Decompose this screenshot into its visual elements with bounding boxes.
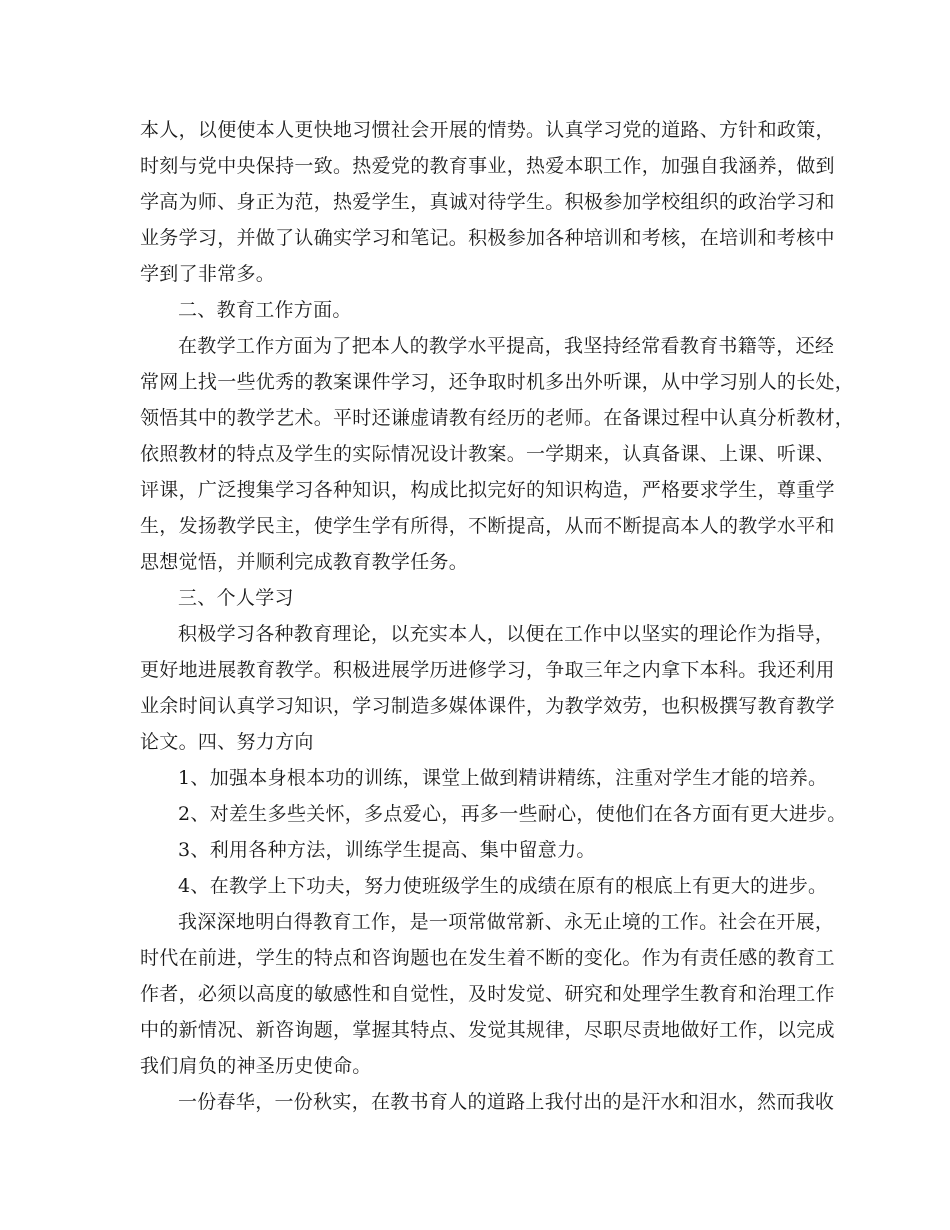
text-line: 一份春华，一份秋实，在教书育人的道路上我付出的是汗水和泪水，然而我收 [178, 1091, 835, 1113]
text-line: 时代在前进，学生的特点和咨询题也在发生着不断的变化。作为有责任感的教育工 [140, 947, 835, 969]
text-line: 本人，以便使本人更快地习惯社会开展的情势。认真学习党的道路、方针和政策， [140, 119, 835, 141]
text-line: 我们肩负的神圣历史使命。 [140, 1055, 372, 1077]
list-item: 2、对差生多些关怀，多点爱心，再多一些耐心，使他们在各方面有更大进步。 [178, 803, 847, 825]
text-line: 积极学习各种教育理论，以充实本人，以便在工作中以坚实的理论作为指导， [178, 623, 835, 645]
text-line: 我深深地明白得教育工作，是一项常做常新、永无止境的工作。社会在开展， [178, 911, 835, 933]
text-line: 时刻与党中央保持一致。热爱党的教育事业，热爱本职工作，加强自我涵养，做到 [140, 155, 835, 177]
text-line: 中的新情况、新咨询题，掌握其特点、发觉其规律，尽职尽责地做好工作，以完成 [140, 1019, 835, 1041]
text-line: 生，发扬教学民主，使学生学有所得，不断提高，从而不断提高本人的教学水平和 [140, 515, 835, 537]
list-item: 4、在教学上下功夫，努力使班级学生的成绩在原有的根底上有更大的进步。 [178, 875, 828, 897]
text-line: 论文。四、努力方向 [140, 731, 314, 753]
list-item: 3、利用各种方法，训练学生提高、集中留意力。 [178, 839, 596, 861]
text-line: 评课，广泛搜集学习各种知识，构成比拟完好的知识构造，严格要求学生，尊重学 [140, 479, 835, 501]
section-heading: 三、个人学习 [178, 587, 294, 609]
text-line: 学到了非常多。 [140, 263, 276, 285]
text-line: 更好地进展教育教学。积极进展学历进修学习，争取三年之内拿下本科。我还利用 [140, 659, 835, 681]
text-line: 领悟其中的教学艺术。平时还谦虚请教有经历的老师。在备课过程中认真分析教材， [140, 407, 855, 429]
text-line: 常网上找一些优秀的教案课件学习，还争取时机多出外听课，从中学习别人的长处， [140, 371, 855, 393]
text-line: 学高为师、身正为范，热爱学生，真诚对待学生。积极参加学校组织的政治学习和 [140, 191, 835, 213]
section-heading: 二、教育工作方面。 [178, 299, 352, 321]
text-line: 在教学工作方面为了把本人的教学水平提高，我坚持经常看教育书籍等，还经 [178, 335, 835, 357]
text-line: 思想觉悟，并顺利完成教育教学任务。 [140, 551, 469, 573]
list-item: 1、加强本身根本功的训练，课堂上做到精讲精练，注重对学生才能的培养。 [178, 767, 828, 789]
text-line: 作者，必须以高度的敏感性和自觉性，及时发觉、研究和处理学生教育和治理工作 [140, 983, 835, 1005]
text-line: 依照教材的特点及学生的实际情况设计教案。一学期来，认真备课、上课、听课、 [140, 443, 835, 465]
text-line: 业余时间认真学习知识，学习制造多媒体课件，为教学效劳，也积极撰写教育教学 [140, 695, 835, 717]
text-line: 业务学习，并做了认确实学习和笔记。积极参加各种培训和考核，在培训和考核中 [140, 227, 835, 249]
